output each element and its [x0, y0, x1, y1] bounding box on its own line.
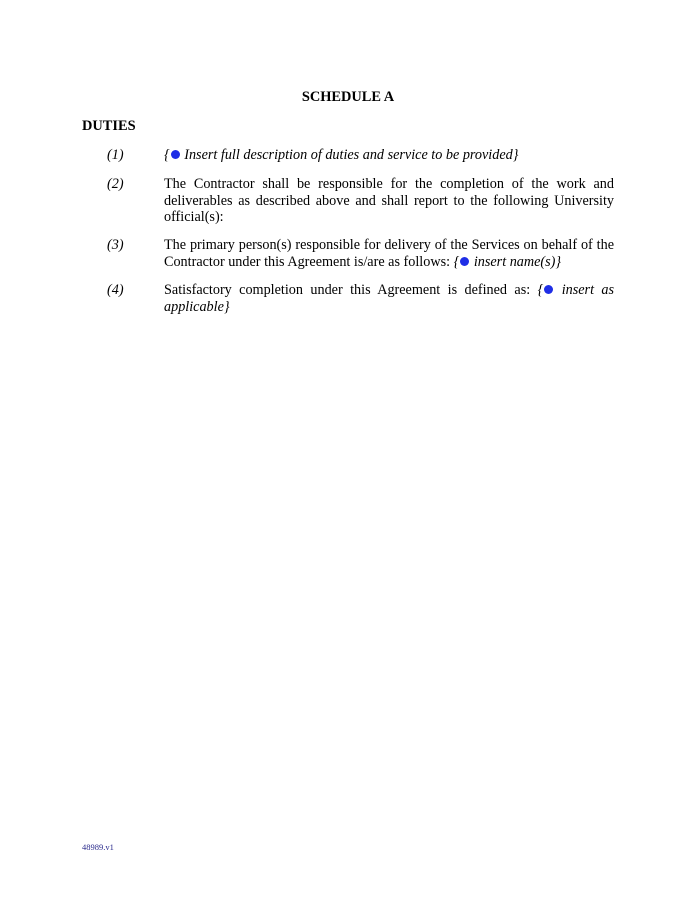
bullet-dot-icon	[460, 257, 469, 266]
bullet-dot-icon	[544, 285, 553, 294]
placeholder-text: insert name(s)	[473, 253, 556, 270]
item-text	[164, 147, 614, 164]
item-text	[164, 237, 614, 270]
item-number: (4)	[107, 282, 124, 298]
placeholder-open-brace: {	[537, 282, 544, 298]
item-text: The Contractor shall be responsible for the completion of the work and deliverables as described above and shall report to the following University official(s):	[164, 176, 614, 225]
item-body: Satisfactory completion under this Agreement is defined as:	[164, 282, 538, 298]
placeholder-text: insert as applicable	[164, 282, 615, 315]
item-number: (2)	[107, 176, 124, 192]
item-number: (1)	[107, 147, 124, 163]
placeholder-text: Insert full description of duties and service to be provided	[184, 147, 513, 163]
placeholder-close-brace: }	[555, 253, 562, 270]
placeholder-open-brace: {	[453, 253, 460, 270]
item-text	[164, 282, 614, 315]
schedule-title: SCHEDULE A	[301, 89, 395, 105]
placeholder-open-brace: {	[164, 147, 170, 163]
item-body: The primary person(s) responsible for delivery of the Services on behalf of the Contractor under this Agreement is/are as follows:	[164, 237, 614, 270]
placeholder-close-brace: }	[223, 298, 230, 315]
section-heading-duties: DUTIES	[82, 118, 136, 134]
bullet-dot-icon	[171, 150, 180, 159]
item-number: (3)	[107, 237, 124, 253]
placeholder-close-brace: }	[512, 147, 519, 163]
footer-doc-id: 48989.v1	[82, 842, 114, 852]
